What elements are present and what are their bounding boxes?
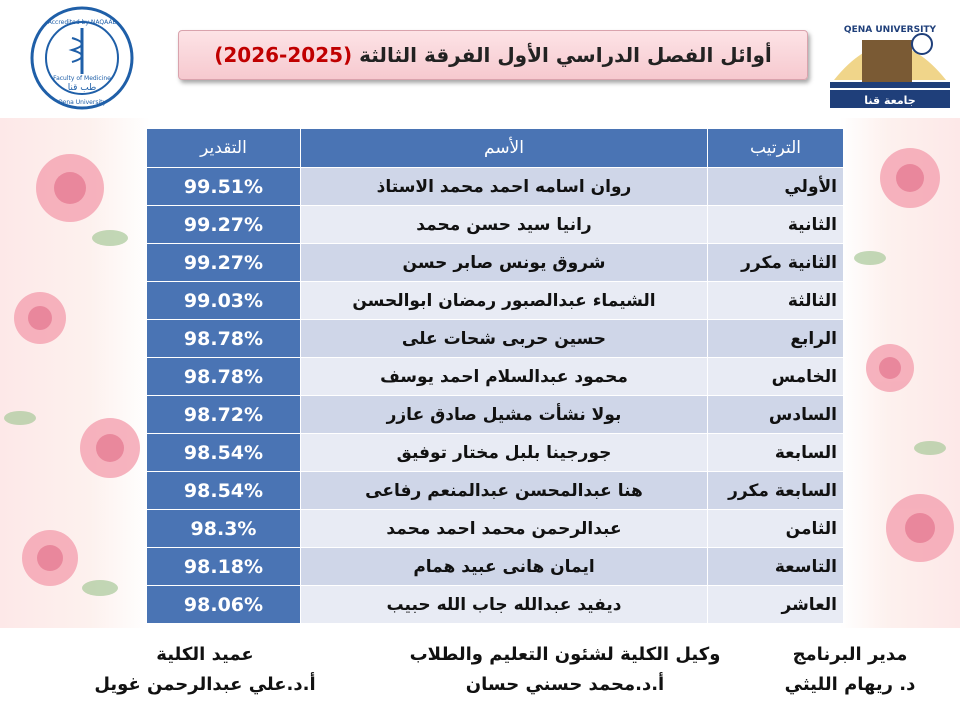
title-year: (2025-2026) — [214, 43, 353, 67]
grade-cell: 99.27% — [147, 244, 301, 282]
table-row — [147, 548, 844, 586]
ranking-table — [146, 128, 844, 624]
name-cell: جورجينا بلبل مختار توفيق — [301, 434, 708, 472]
grade-cell: 98.3% — [147, 510, 301, 548]
grade-cell: 98.54% — [147, 434, 301, 472]
name-cell: ايمان هانى عبيد همام — [301, 548, 708, 586]
rank-cell: الثامن — [708, 510, 844, 548]
rank-cell: الرابع — [708, 320, 844, 358]
table-row — [147, 320, 844, 358]
name-cell: بولا نشأت مشيل صادق عازر — [301, 396, 708, 434]
vice-dean-title: وكيل الكلية لشئون التعليم والطلاب — [409, 644, 721, 665]
university-logo — [822, 10, 958, 112]
faculty-logo — [2, 4, 162, 112]
rank-cell: التاسعة — [708, 548, 844, 586]
header-rank: الترتيب — [708, 129, 844, 168]
rank-cell: الثالثة — [708, 282, 844, 320]
table-row — [147, 510, 844, 548]
grade-cell: 99.51% — [147, 168, 301, 206]
program-director-title: مدير البرنامج — [792, 644, 908, 665]
table-row — [147, 206, 844, 244]
table-row — [147, 358, 844, 396]
table-row — [147, 168, 844, 206]
rank-cell: الثانية — [708, 206, 844, 244]
rank-cell: الخامس — [708, 358, 844, 396]
table-row — [147, 586, 844, 624]
grade-cell: 98.72% — [147, 396, 301, 434]
name-cell: شروق يونس صابر حسن — [301, 244, 708, 282]
logo-left-text-top: Accredited by NAQAAE — [47, 19, 117, 26]
name-cell: عبدالرحمن محمد احمد محمد — [301, 510, 708, 548]
rank-cell: السابعة مكرر — [708, 472, 844, 510]
table-row — [147, 282, 844, 320]
name-cell: محمود عبدالسلام احمد يوسف — [301, 358, 708, 396]
rank-cell: السادس — [708, 396, 844, 434]
logo-left-text-bottom: Qena University — [57, 99, 107, 106]
name-cell: ديفيد عبدالله جاب الله حبيب — [301, 586, 708, 624]
signature-vice-dean — [390, 640, 740, 700]
logo-right-text-top: QENA UNIVERSITY — [843, 25, 937, 35]
name-cell: روان اسامه احمد محمد الاستاذ — [301, 168, 708, 206]
page-title — [178, 30, 808, 80]
logo-left-text-ar: طب قنا — [67, 83, 97, 93]
signature-program-director — [760, 640, 940, 700]
grade-cell: 98.06% — [147, 586, 301, 624]
logo-right-text-ar: جامعة قنا — [864, 94, 916, 107]
decorative-flowers-left — [0, 118, 150, 628]
name-cell: الشيماء عبدالصبور رمضان ابوالحسن — [301, 282, 708, 320]
decorative-flowers-right — [840, 118, 960, 628]
grade-cell: 98.54% — [147, 472, 301, 510]
name-cell: هنا عبدالمحسن عبدالمنعم رفاعى — [301, 472, 708, 510]
grade-cell: 99.27% — [147, 206, 301, 244]
grade-cell: 98.78% — [147, 358, 301, 396]
vice-dean-name: أ.د.محمد حسني حسان — [465, 674, 665, 695]
header-name: الأسم — [301, 129, 708, 168]
grade-cell: 98.78% — [147, 320, 301, 358]
rank-cell: العاشر — [708, 586, 844, 624]
grade-cell: 99.03% — [147, 282, 301, 320]
grade-cell: 98.18% — [147, 548, 301, 586]
dean-title: عميد الكلية — [156, 644, 254, 665]
title-text: أوائل الفصل الدراسي الأول الفرقة الثالثة — [352, 43, 772, 67]
name-cell: حسين حربى شحات على — [301, 320, 708, 358]
rank-cell: الأولي — [708, 168, 844, 206]
table-row — [147, 396, 844, 434]
table-row — [147, 434, 844, 472]
name-cell: رانيا سيد حسن محمد — [301, 206, 708, 244]
logo-left-text-mid: Faculty of Medicine — [53, 75, 111, 82]
dean-name: أ.د.علي عبدالرحمن غويل — [94, 674, 316, 695]
header-grade: التقدير — [147, 129, 301, 168]
table-row — [147, 244, 844, 282]
table-header-row — [147, 129, 844, 168]
rank-cell: السابعة — [708, 434, 844, 472]
rank-cell: الثانية مكرر — [708, 244, 844, 282]
table-row — [147, 472, 844, 510]
program-director-name: د. ريهام الليثي — [784, 674, 916, 695]
signature-dean — [70, 640, 340, 700]
